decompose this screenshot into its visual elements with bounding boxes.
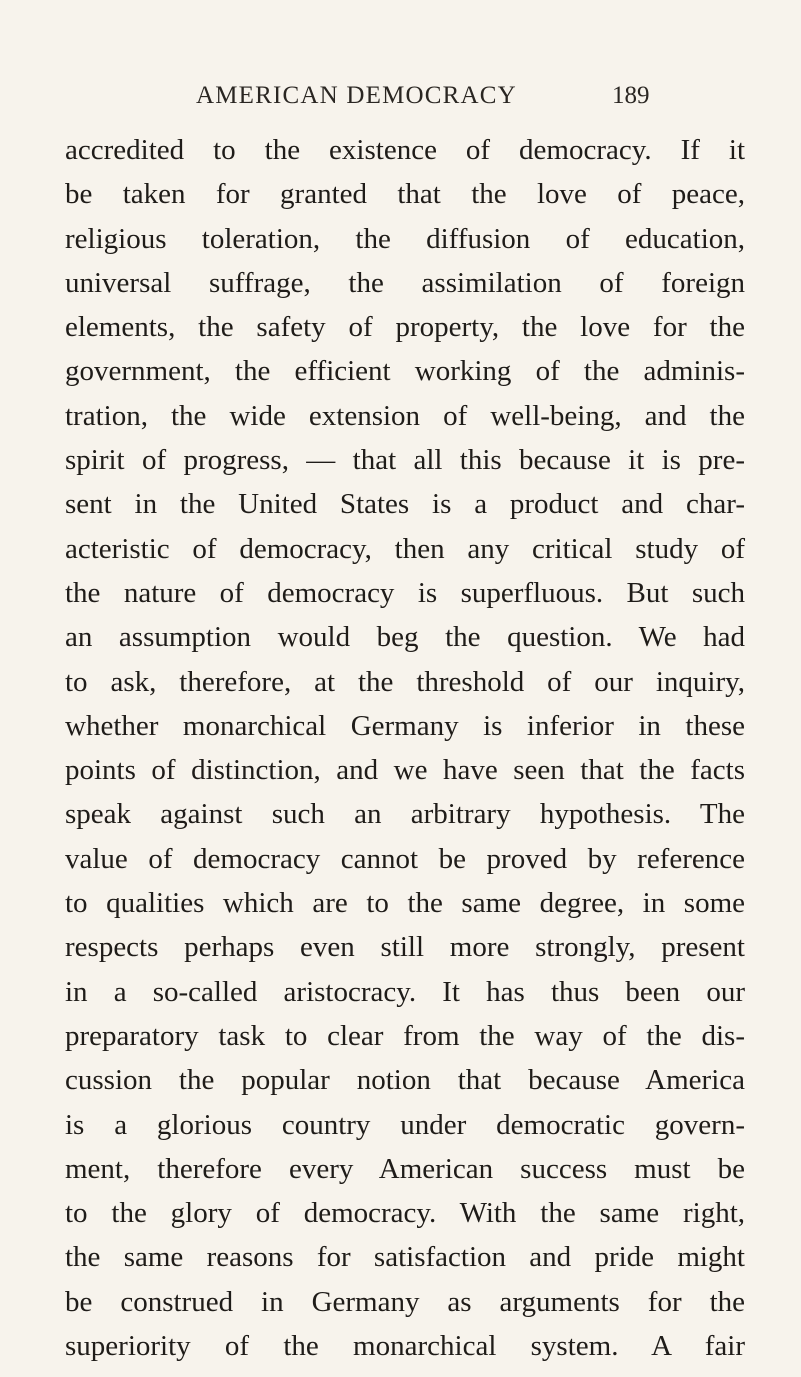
text-line: speak against such an arbitrary hypothesis. The xyxy=(65,798,745,831)
text-line: spirit of progress, — that all this because it is pre- xyxy=(65,444,745,477)
text-line: the same reasons for satisfaction and pride might xyxy=(65,1241,745,1274)
text-line: to the glory of democracy. With the same right, xyxy=(65,1197,745,1230)
text-line: the nature of democracy is superfluous. But such xyxy=(65,576,745,609)
text-line: to ask, therefore, at the threshold of our inquiry, xyxy=(65,665,745,698)
text-line: respects perhaps even still more strongly, present xyxy=(65,931,745,964)
running-head xyxy=(0,82,801,116)
page-number: 189 xyxy=(612,82,650,109)
text-line: government, the efficient working of the adminis- xyxy=(65,355,745,388)
text-line: acteristic of democracy, then any critical study of xyxy=(65,532,745,565)
text-line: value of democracy cannot be proved by reference xyxy=(65,842,745,875)
text-line: whether monarchical Germany is inferior in these xyxy=(65,709,745,742)
text-line: cussion the popular notion that because America xyxy=(65,1064,745,1097)
text-line: preparatory task to clear from the way of the dis- xyxy=(65,1019,745,1052)
body-text xyxy=(65,128,745,1368)
text-line: is a glorious country under democratic govern- xyxy=(65,1108,745,1141)
text-line: in a so-called aristocracy. It has thus been our xyxy=(65,975,745,1008)
running-title: AMERICAN DEMOCRACY xyxy=(196,82,517,109)
text-line: religious toleration, the diffusion of education, xyxy=(65,222,745,255)
text-line: elements, the safety of property, the love for the xyxy=(65,311,745,344)
text-line: sent in the United States is a product and char- xyxy=(65,488,745,521)
text-line: accredited to the existence of democracy. If it xyxy=(65,134,745,166)
text-line: be taken for granted that the love of peace, xyxy=(65,178,745,211)
text-line: tration, the wide extension of well-being, and the xyxy=(65,399,745,432)
text-line: ment, therefore every American success must be xyxy=(65,1152,745,1185)
text-line: superiority of the monarchical system. A fair xyxy=(65,1330,745,1363)
text-line: universal suffrage, the assimilation of foreign xyxy=(65,266,745,299)
text-line: points of distinction, and we have seen that the facts xyxy=(65,754,745,787)
text-line: an assumption would beg the question. We had xyxy=(65,621,745,654)
text-line: be construed in Germany as arguments for the xyxy=(65,1285,745,1318)
text-line: to qualities which are to the same degree, in some xyxy=(65,887,745,920)
